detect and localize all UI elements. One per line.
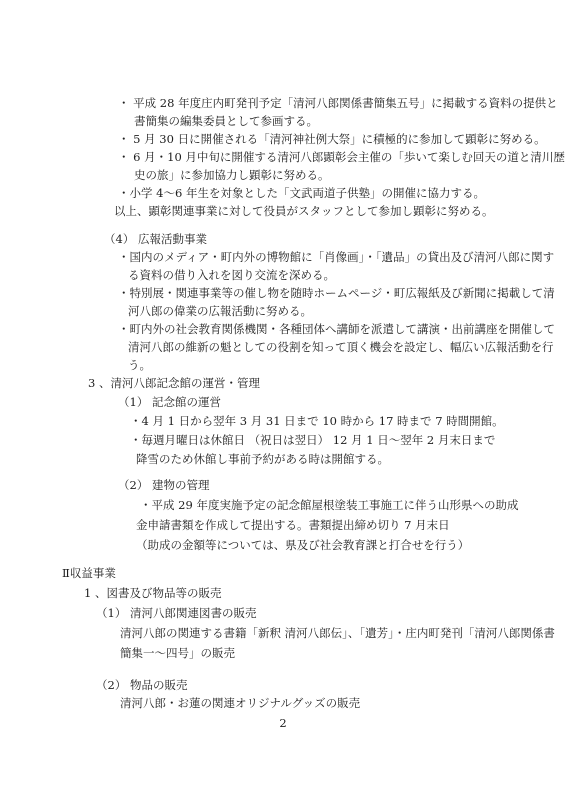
building-line2: 金申請書類を作成して提出する。書類提出締め切り 7 月末日 (136, 518, 450, 532)
operation-hours: ・4 月 1 日から翌年 3 月 31 日まで 10 時から 17 時まで 7 時間開館。 (130, 414, 504, 428)
closed-days: ・毎週月曜日は休館日 （祝日は翌日） 12 月 1 日～翌年 2 月末日まで (130, 433, 496, 447)
bullet-kodomojuku: ・小学 4～6 年生を対象とした「文武両道子供塾」の開催に協力する。 (118, 186, 485, 200)
bullet-kaiten-line2: 史の旅」に参加協力し顕彰に努める。 (134, 168, 330, 182)
page-number: 2 (279, 716, 287, 730)
bullet-shokanshu-line1: ・ 平成 28 年度庄内町発刊予定「清河八郎関係書簡集五号」に掲載する資料の提供と (118, 96, 558, 110)
subheading-sales: 1 、図書及び物品等の販売 (84, 586, 222, 600)
summary-text: 以上、顕彰関連事業に対して役員がスタッフとして参加し顕彰に努める。 (114, 204, 494, 218)
subheading-operation: （1） 記念館の運営 (118, 395, 221, 409)
bullet-reitaisai: ・ 5 月 30 日に開催される「清河神社例大祭」に積極的に参加して顕彰に努める。 (118, 132, 546, 146)
books-line1: 清河八郎の関連する書籍「新釈 清河八郎伝」、「遺芳」・庄内町発刊「清河八郎関係書 (120, 626, 555, 640)
subheading-building: （2） 建物の管理 (118, 478, 210, 492)
subheading-books: （1） 清河八郎関連図書の販売 (96, 606, 257, 620)
pr-bullet-1-line2: る資料の借り入れを図り交流を深める。 (128, 268, 335, 282)
section-heading-pr: （4） 広報活動事業 (104, 232, 207, 246)
pr-bullet-1-line1: ・国内のメディア・町内外の博物館に「肖像画」・「遺品」の貸出及び清河八郎に関す (118, 250, 555, 264)
pr-bullet-3-line2: 清河八郎の維新の魁としての役割を知って頂く機会を設定し、幅広い広報活動を行 (128, 340, 554, 354)
pr-bullet-2-line1: ・特別展・関連事業等の催し物を随時ホームページ・町広報紙及び新聞に掲載して清 (118, 286, 555, 300)
subheading-goods: （2） 物品の販売 (96, 678, 188, 692)
bullet-shokanshu-line2: 書簡集の編集委員として参画する。 (134, 114, 318, 128)
pr-bullet-3-line3: う。 (128, 358, 151, 372)
snow-closure: 降雪のため休館し事前予約がある時は開館する。 (136, 452, 389, 466)
building-line1: ・平成 29 年度実施予定の記念館屋根塗装工事施工に伴う山形県への助成 (140, 498, 519, 512)
section-heading-memorial: 3 、清河八郎記念館の運営・管理 (88, 376, 260, 390)
pr-bullet-2-line2: 河八郎の偉業の広報活動に努める。 (128, 304, 312, 318)
pr-bullet-3-line1: ・町内外の社会教育関係機関・各種団体へ講師を派遣して講演・出前講座を開催して (118, 322, 555, 336)
section-heading-revenue: Ⅱ収益事業 (62, 566, 116, 580)
goods-line1: 清河八郎・お蓮の関連オリジナルグッズの販売 (120, 696, 361, 710)
bullet-kaiten-line1: ・ 6 月・10 月中旬に開催する清河八郎顕彰会主催の「歩いて楽しむ回天の道と清川歴 (118, 150, 565, 164)
books-line2: 簡集一～四号」の販売 (120, 646, 235, 660)
building-line3: （助成の金額等については、県及び社会教育課と打合せを行う） (136, 538, 470, 552)
